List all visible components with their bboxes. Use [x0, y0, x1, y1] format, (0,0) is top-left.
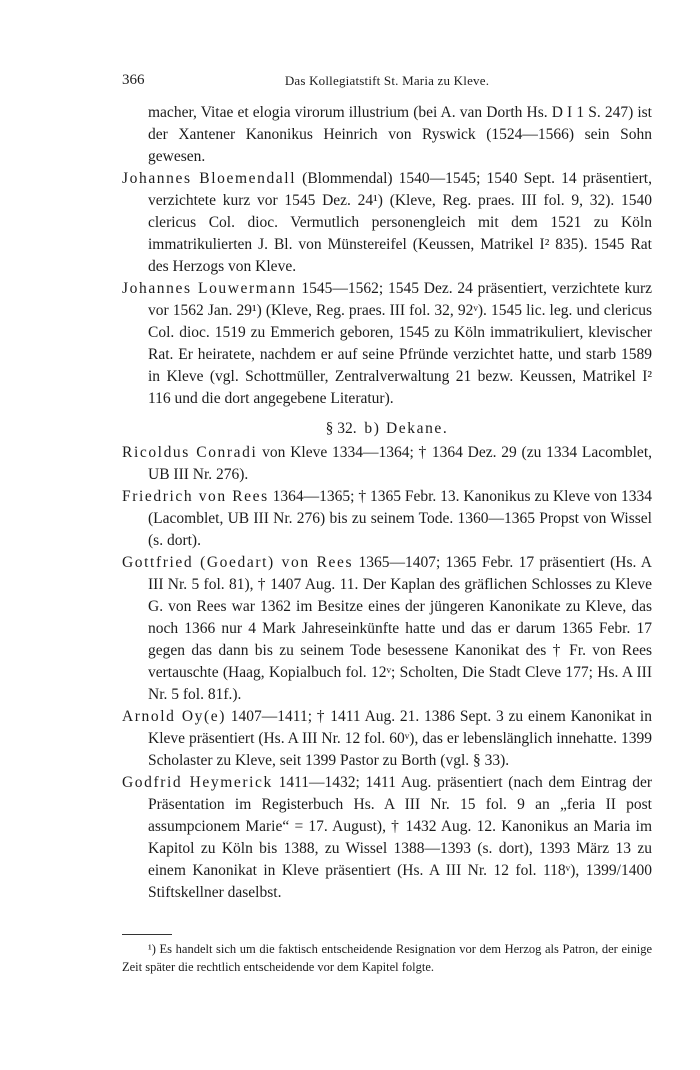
entry-name: Friedrich von Rees	[122, 488, 269, 505]
section-number: § 32.	[325, 420, 357, 437]
entry-name: Johannes Louwermann	[122, 280, 297, 297]
entry-text: 1364—1365; † 1365 Febr. 13. Kanonikus zu Kleve von 1334 (Lacomblet, UB III Nr. 276) bis zu seinem Tode. 1360—1365 Propst von Wissel (s. dort).	[148, 488, 652, 549]
entry-text: 1545—1562; 1545 Dez. 24 präsentiert, verzichtete kurz vor 1562 Jan. 29¹) (Kleve, Reg. praes. III fol. 32, 92ᵛ). 1545 lic. leg. und clericus Col. dioc. 1519 zu Emmerich geboren, 1545 zu Köln immatrikuliert, klevischer Rat. Er heiratete, nachdem er auf seine Pfründe verzichtet hatte, und starb 1589 in Kleve (vgl. Schottmüller, Zentralverwaltung 21 bezw. Keussen, Matrikel I² 116 und die dort angegebene Literatur).	[148, 280, 652, 407]
continuation-paragraph: macher, Vitae et elogia virorum illustrium (bei A. van Dorth Hs. D I 1 S. 247) ist der Xantener Kanonikus Heinrich von Ryswick (1524—1566) sein Sohn gewesen.	[148, 104, 652, 165]
entry-bloemendall	[122, 168, 652, 278]
entry-conradi	[122, 442, 652, 486]
entry-arnold-oye	[122, 706, 652, 772]
entry-name: Gottfried (Goedart) von Rees	[122, 554, 354, 571]
running-title: Das Kollegiatstift St. Maria zu Kleve.	[284, 73, 490, 88]
entry-name: Arnold Oy(e)	[122, 708, 227, 725]
entry-heymerick	[122, 772, 652, 904]
entry-text: (Blommendal) 1540—1545; 1540 Sept. 14 präsentiert, verzichtete kurz vor 1545 Dez. 24¹) (Kleve, Reg. praes. III fol. 9, 32). 1540 clericus Col. dioc. Vermutlich personengleich mit dem 1521 zu Köln immatrikulierten J. Bl. von Münstereifel (Keussen, Matrikel I² 835). 1545 Rat des Herzogs von Kleve.	[148, 170, 652, 275]
footnote-mark: ¹)	[148, 942, 156, 956]
entry-text: von Kleve 1334—1364; † 1364 Dez. 29 (zu 1334 Lacomblet, UB III Nr. 276).	[148, 444, 652, 483]
footnote	[122, 940, 652, 976]
page-header	[122, 72, 652, 92]
entry-friedrich-von-rees	[122, 486, 652, 552]
entry-name: Ricoldus Conradi	[122, 444, 258, 461]
footnote-rule	[122, 934, 172, 935]
entry-gottfried-von-rees	[122, 552, 652, 706]
entry-louwermann	[122, 278, 652, 410]
footnote-text: Es handelt sich um die faktisch entscheidende Resignation vor dem Herzog als Patron, der einige Zeit später die rechtlich entscheidende vor dem Kapitel folgte.	[122, 942, 652, 974]
entry-name: Johannes Bloemendall	[122, 170, 297, 187]
page-body	[122, 102, 652, 904]
entry-name: Godfrid Heymerick	[122, 774, 273, 791]
entry-text: 1407—1411; † 1411 Aug. 21. 1386 Sept. 3 zu einem Kanonikat in Kleve präsentiert (Hs. A III Nr. 12 fol. 60ᵛ), das er lebenslänglich innehatte. 1399 Scholaster zu Kleve, seit 1399 Pastor zu Borth (vgl. § 33).	[148, 708, 652, 769]
entry-text: 1365—1407; 1365 Febr. 17 präsentiert (Hs. A III Nr. 5 fol. 81), † 1407 Aug. 11. Der Kaplan des gräflichen Schlosses zu Kleve G. von Rees war 1362 im Besitze eines der jüngeren Kanonikate zu Kleve, das noch 1366 nur 4 Mark Jahreseinkünfte hatte und das er darum 1365 Febr. 17 gegen das dann bis zu seinem Tode besessene Kanonikat des † Fr. von Rees vertauschte (Haag, Kopialbuch fol. 12ᵛ; Scholten, Die Stadt Cleve 177; Hs. A III Nr. 5 fol. 81f.).	[148, 554, 652, 703]
section-heading	[122, 418, 652, 440]
section-title: b) Dekane.	[364, 420, 449, 437]
entry-text: 1411—1432; 1411 Aug. präsentiert (nach dem Eintrag der Präsentation im Registerbuch Hs. A III Nr. 15 fol. 9 an „feria II post assumpcionem Marie“ = 17. August), † 1432 Aug. 12. Kanonikus an Maria im Kapitol zu Köln bis 1388, zu Wissel 1388—1393 (s. dort), 1393 März 13 zu einem Kanonikat in Kleve präsentiert (Hs. A III Nr. 12 fol. 118ᵛ), 1399/1400 Stiftskellner daselbst.	[148, 774, 652, 901]
page-number: 366	[122, 72, 145, 88]
